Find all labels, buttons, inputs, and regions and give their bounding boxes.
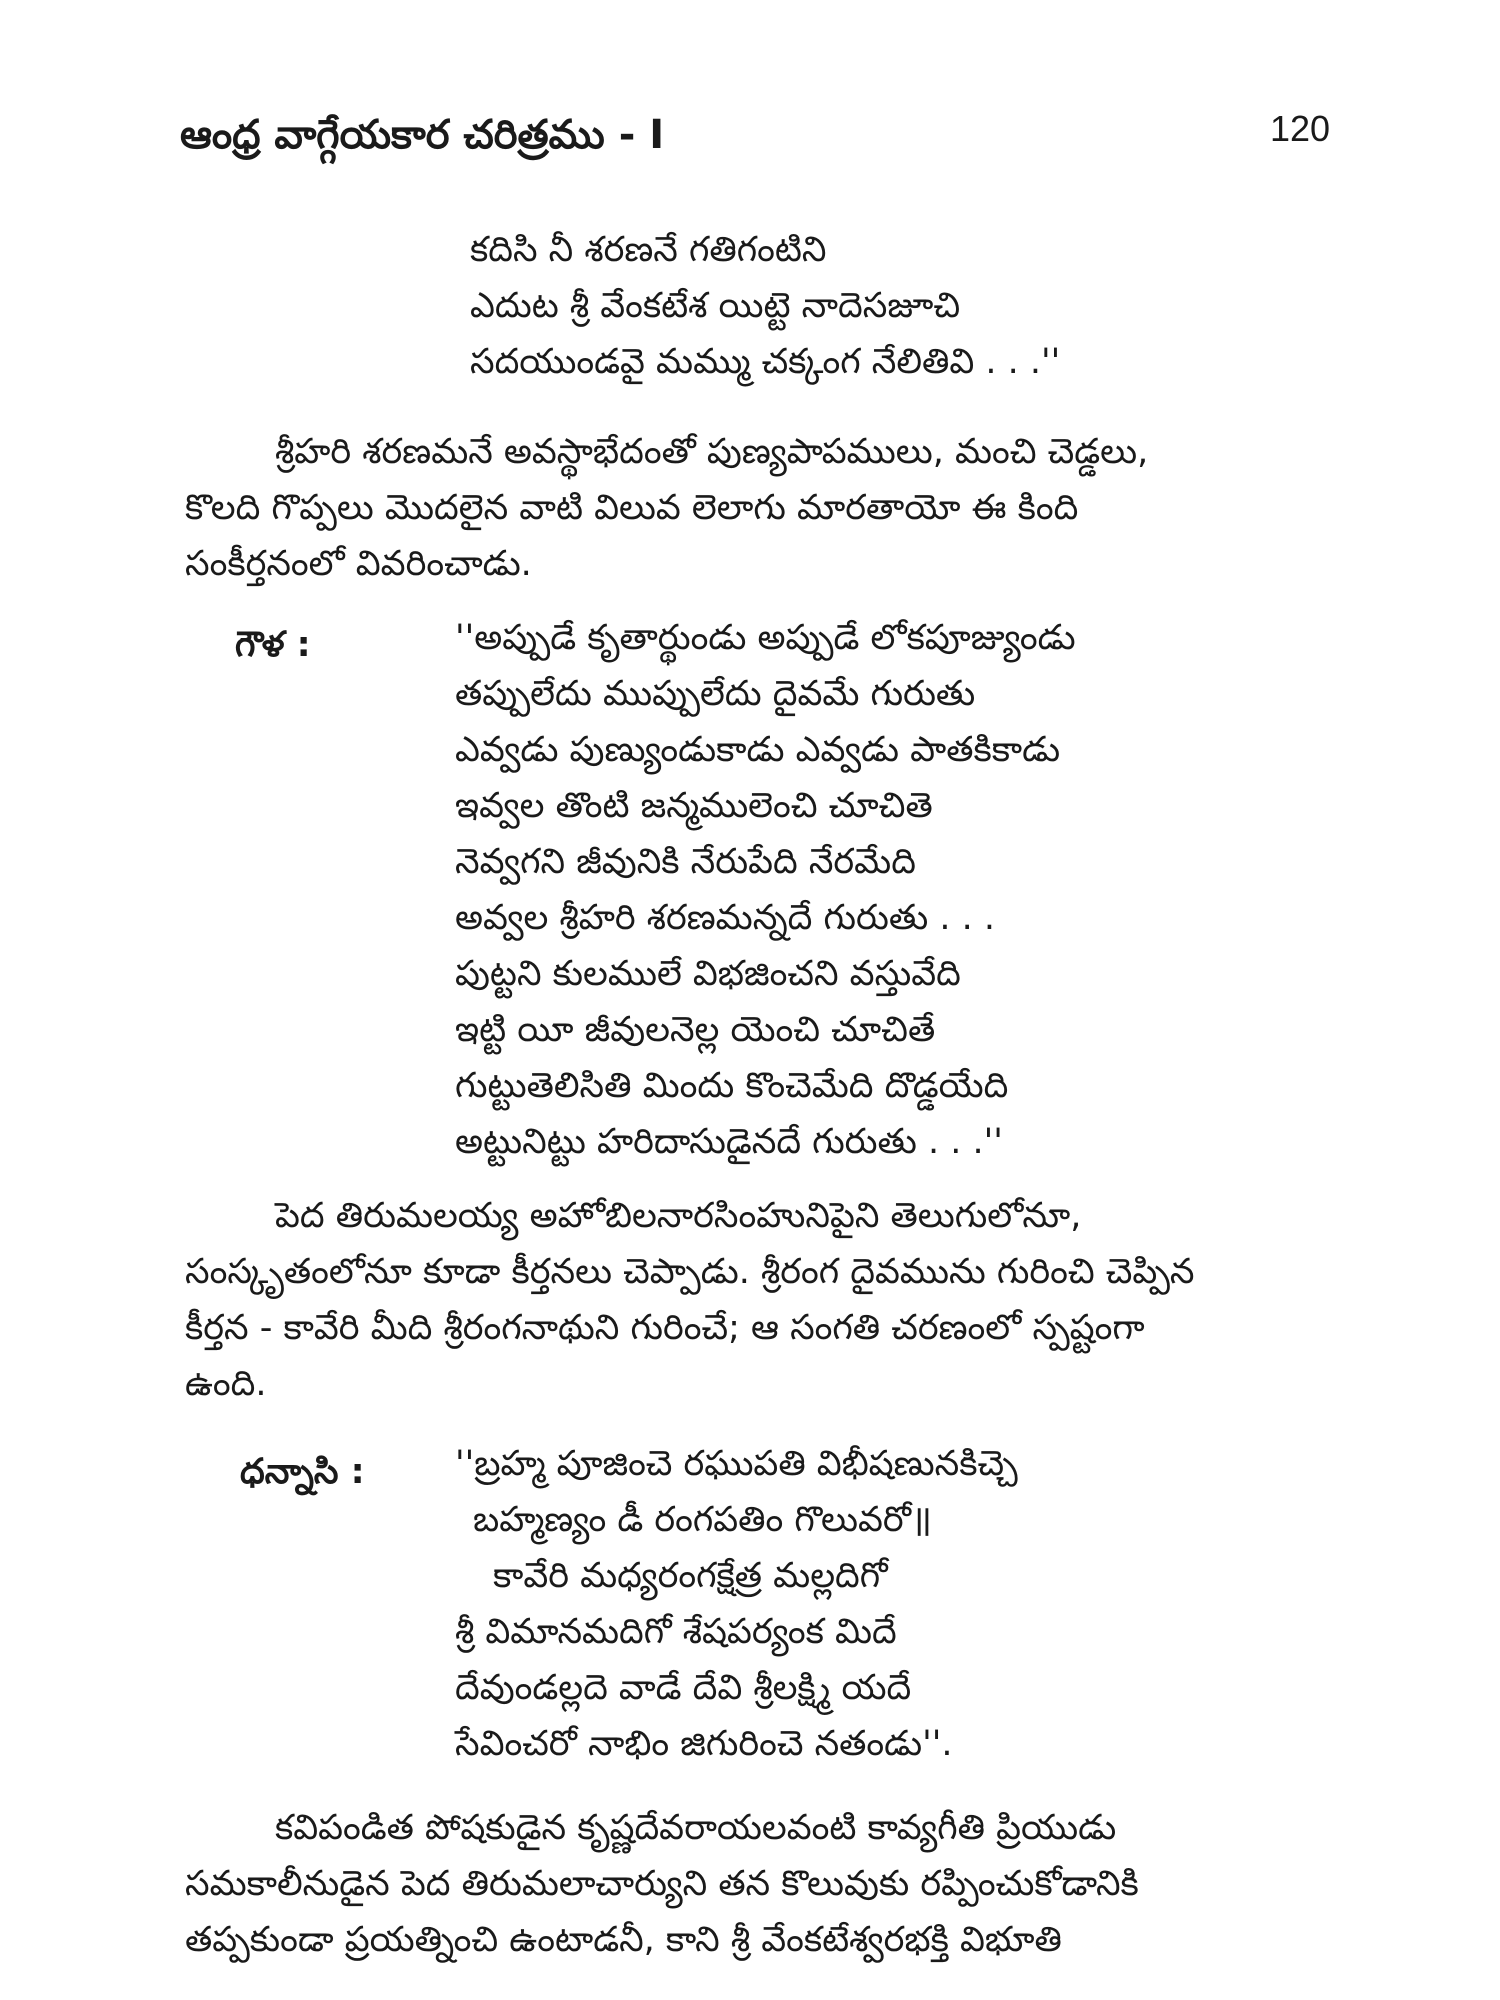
song-line: అవ్వల శ్రీహరి శరణమన్నదే గురుతు . . . <box>455 898 995 938</box>
song-line: ''బ్రహ్మ పూజించె రఘుపతి విభీషణునకిచ్చె <box>455 1444 1018 1484</box>
song-block-1 <box>455 610 1076 1170</box>
song-line: ''అప్పుడే కృతార్థుండు అప్పుడే లోకపూజ్యుండు <box>455 618 1076 658</box>
paragraph-line: తప్పకుండా ప్రయత్నించి ఉంటాడనీ, కాని శ్రీ వేంకటేశ్వరభక్తి విభూతి <box>185 1920 1062 1960</box>
raga-label-dhannasi: ధన్నాసి : <box>240 1452 365 1492</box>
song-block-2 <box>455 1436 1018 1772</box>
song-line: దేవుండల్లదె వాడే దేవి శ్రీలక్ష్మి యదే <box>455 1668 912 1708</box>
verse-line: ఎదుట శ్రీ వేంకటేశ యిట్టె నాదెసజూచి <box>470 286 961 326</box>
paragraph-line: సమకాలీనుడైన పెద తిరుమలాచార్యుని తన కొలువుకు రప్పించుకోడానికి <box>185 1864 1139 1904</box>
song-line: శ్రీ విమానమదిగో శేషపర్యంక మిదే <box>455 1612 897 1652</box>
verse-block-1 <box>470 222 1060 390</box>
paragraph-2 <box>185 1188 1325 1412</box>
song-line: బహ్మణ్యం డీ రంగపతిం గొలువరో॥ <box>473 1500 932 1540</box>
page-number: 120 <box>1270 108 1331 149</box>
verse-line: సదయుండవై మమ్ము చక్కంగ నేలితివి . . .'' <box>470 342 1061 382</box>
song-line: అట్టునిట్టు హరిదాసుడైనదే గురుతు . . .'' <box>455 1122 1003 1162</box>
song-line: పుట్టని కులములే విభజించని వస్తువేది <box>455 954 961 994</box>
paragraph-line: సంకీర్తనంలో వివరించాడు. <box>185 544 532 584</box>
paragraph-line: సంస్కృతంలోనూ కూడా కీర్తనలు చెప్పాడు. శ్రీరంగ దైవమును గురించి చెప్పిన <box>185 1252 1195 1292</box>
paragraph-3 <box>185 1800 1325 1968</box>
song-line: ఇవ్వల తొంటి జన్మములెంచి చూచితె <box>455 786 933 826</box>
song-line: ఎవ్వడు పుణ్యుండుకాడు ఎవ్వడు పాతకికాడు <box>455 730 1061 770</box>
raga-label-gowla: గౌళ : <box>235 625 311 665</box>
song-line: తప్పులేదు ముప్పులేదు దైవమే గురుతు <box>455 674 976 714</box>
paragraph-1 <box>185 424 1325 592</box>
running-header-title: ఆంధ్ర వాగ్గేయకార చరిత్రము - I <box>180 112 665 158</box>
song-line: గుట్టుతెలిసితి మిందు కొంచెమేది దొడ్డయేది <box>455 1066 1009 1106</box>
paragraph-line: పెద తిరుమలయ్య అహోబిలనారసింహునిపైని తెలుగులోనూ, <box>275 1196 1082 1236</box>
song-line: నెవ్వగని జీవునికి నేరుపేది నేరమేది <box>455 842 916 882</box>
paragraph-line: కవిపండిత పోషకుడైన కృష్ణదేవరాయలవంటి కావ్యగీతి ప్రియుడు <box>275 1808 1117 1848</box>
paragraph-line: కొలది గొప్పలు మొదలైన వాటి విలువ లెలాగు మారతాయో ఈ కింది <box>185 488 1079 528</box>
paragraph-line: శ్రీహరి శరణమనే అవస్థాభేదంతో పుణ్యపాపములు, మంచి చెడ్డలు, <box>275 432 1149 472</box>
song-line: ఇట్టి యీ జీవులనెల్ల యెంచి చూచితే <box>455 1010 936 1050</box>
verse-line: కదిసి నీ శరణనే గతిగంటిని <box>470 230 827 270</box>
song-line: సేవించరో నాభిం జిగురించె నతండు''. <box>455 1724 953 1764</box>
paragraph-line: కీర్తన - కావేరి మీది శ్రీరంగనాథుని గురించే; ఆ సంగతి చరణంలో స్పష్టంగా <box>185 1308 1145 1348</box>
song-line: కావేరి మధ్యరంగక్షేత్ర మల్లదిగో <box>493 1556 888 1596</box>
paragraph-line: ఉంది. <box>185 1364 267 1404</box>
